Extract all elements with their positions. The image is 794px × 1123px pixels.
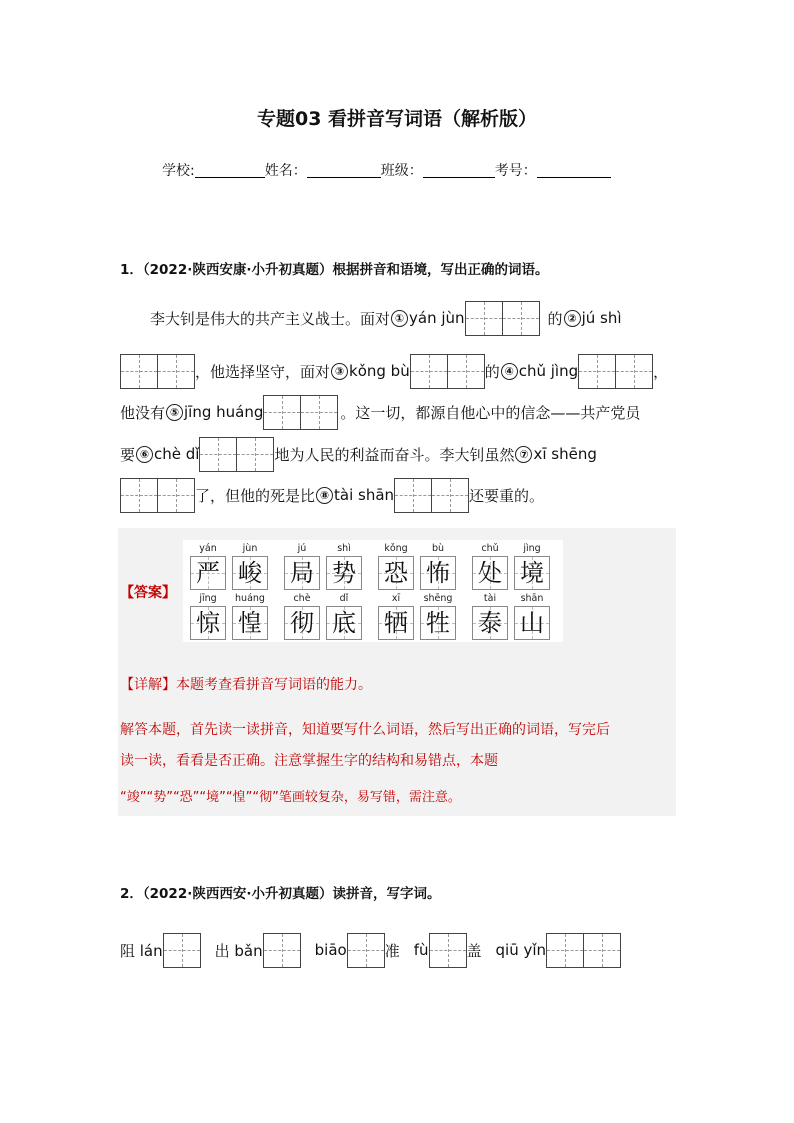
- school-label: 学校:: [162, 163, 195, 179]
- answer-character-box: [190, 556, 226, 590]
- answer-char-cell: [511, 542, 553, 590]
- q2-pinyin: 出 bǎn: [214, 941, 263, 960]
- write-box[interactable]: [300, 395, 338, 430]
- q1-text: 地为人民的利益而奋斗。李大钊虽然: [274, 445, 515, 464]
- question-2-header: 2．（2022·陕西西安·小升初真题）读拼音，写字词。: [120, 886, 441, 902]
- circled-number: ②: [564, 310, 581, 327]
- answer-pinyin: huáng: [235, 593, 265, 604]
- write-box[interactable]: [120, 478, 158, 513]
- answer-character: 惶: [238, 609, 262, 637]
- answer-char-cell: [417, 542, 459, 590]
- answer-pinyin: xī: [391, 593, 401, 604]
- write-box[interactable]: [431, 478, 469, 513]
- name-label: 姓名：: [264, 163, 307, 179]
- write-box[interactable]: [465, 301, 503, 336]
- write-box[interactable]: [263, 395, 301, 430]
- answer-char-cell: [417, 592, 459, 640]
- circled-number: ⑥: [136, 446, 153, 463]
- answer-label: 【答案】: [120, 585, 176, 601]
- answer-character-box: [378, 606, 414, 640]
- answer-character: 惊: [196, 609, 220, 637]
- answer-char-cell: [375, 592, 417, 640]
- q1-line-2: [120, 352, 668, 390]
- answer-character-box: [472, 556, 508, 590]
- name-blank[interactable]: [307, 161, 381, 178]
- answer-pinyin: tài: [483, 593, 497, 604]
- answer-character-box: [284, 556, 320, 590]
- answer-pinyin: dǐ: [339, 593, 349, 604]
- circled-number: ①: [391, 310, 408, 327]
- answer-pinyin: yán: [199, 543, 217, 554]
- answer-character-box: [232, 556, 268, 590]
- answer-character-box: [378, 556, 414, 590]
- answer-character-box: [514, 556, 550, 590]
- write-box[interactable]: [583, 933, 621, 968]
- class-label: 班级：: [380, 163, 423, 179]
- answer-grid: [183, 540, 563, 642]
- answer-char-cell: [469, 542, 511, 590]
- q1-text: 的: [484, 362, 500, 381]
- answer-pinyin: jú: [297, 543, 307, 554]
- write-box[interactable]: [578, 354, 616, 389]
- write-box[interactable]: [199, 437, 237, 472]
- number-label: 考号：: [494, 163, 537, 179]
- write-box[interactable]: [347, 933, 385, 968]
- answer-char-cell: [323, 592, 365, 640]
- pinyin: chǔ jìng: [518, 362, 579, 380]
- answer-character: 处: [478, 559, 502, 587]
- answer-character: 牺: [384, 609, 408, 637]
- answer-character-box: [284, 606, 320, 640]
- answer-character: 泰: [478, 609, 502, 637]
- answer-char-cell: [469, 592, 511, 640]
- write-box[interactable]: [120, 354, 158, 389]
- answer-char-cell: [281, 592, 323, 640]
- q2-pinyin: qiū yǐn: [495, 941, 547, 959]
- answer-character: 怖: [426, 559, 450, 587]
- school-blank[interactable]: [195, 161, 265, 178]
- write-box[interactable]: [163, 933, 201, 968]
- answer-character: 牲: [426, 609, 450, 637]
- explanation-line-1: 解答本题，首先读一读拼音，知道要写什么词语，然后写出正确的词语，写完后: [120, 722, 610, 738]
- answer-pinyin: shēng: [423, 593, 453, 604]
- pinyin: xī shēng: [533, 445, 597, 463]
- answer-pinyin: kǒng: [384, 543, 408, 554]
- circled-number: ⑦: [515, 446, 532, 463]
- write-box[interactable]: [546, 933, 584, 968]
- explanation-line-3: “竣”“势”“恐”“境”“惶”“彻”笔画较复杂，易写错，需注意。: [120, 790, 461, 805]
- q1-text: 了，但他的死是比: [195, 486, 316, 505]
- answer-character-box: [326, 556, 362, 590]
- q1-text: 的: [547, 309, 563, 328]
- answer-character: 势: [332, 559, 356, 587]
- word-gap: [459, 592, 469, 640]
- explanation-line-2: 读一读，看看是否正确。注意掌握生字的结构和易错点，本题: [120, 753, 498, 769]
- q1-text: 还要重的。: [469, 486, 545, 505]
- q2-pinyin: fù: [413, 941, 429, 959]
- detail-text: 【详解】本题考查看拼音写词语的能力。: [120, 677, 372, 693]
- answer-char-cell: [229, 592, 271, 640]
- q1-line-5: [120, 476, 544, 514]
- write-box[interactable]: [157, 478, 195, 513]
- write-box[interactable]: [410, 354, 448, 389]
- write-box[interactable]: [615, 354, 653, 389]
- q1-line-1: [150, 299, 622, 337]
- student-info-line: [162, 160, 611, 180]
- answer-character-box: [514, 606, 550, 640]
- q1-text: 他没有: [120, 403, 166, 422]
- answer-pinyin: shān: [520, 593, 544, 604]
- answer-pinyin: jīng: [199, 593, 217, 604]
- answer-pinyin: shì: [337, 543, 351, 554]
- pinyin: kǒng bù: [349, 362, 410, 380]
- answer-character-box: [420, 606, 456, 640]
- write-box[interactable]: [157, 354, 195, 389]
- q2-pinyin: 阻 lán: [120, 941, 163, 960]
- write-box[interactable]: [263, 933, 301, 968]
- answer-character-box: [232, 606, 268, 640]
- answer-character: 局: [290, 559, 314, 587]
- answer-character-box: [190, 606, 226, 640]
- question-1-header: 1．（2022·陕西安康·小升初真题）根据拼音和语境，写出正确的词语。: [120, 262, 549, 278]
- answer-character-box: [420, 556, 456, 590]
- answer-character-box: [472, 606, 508, 640]
- q1-line-4: [120, 435, 597, 473]
- answer-character: 恐: [384, 559, 408, 587]
- q2-text: 准: [384, 941, 400, 960]
- answer-char-cell: [281, 542, 323, 590]
- q1-text: 李大钊是伟大的共产主义战士。面对: [150, 309, 391, 328]
- number-blank[interactable]: [537, 161, 611, 178]
- pinyin: jīng huáng: [184, 403, 264, 421]
- answer-character: 彻: [290, 609, 314, 637]
- answer-pinyin: jùn: [242, 543, 258, 554]
- answer-character: 境: [520, 559, 544, 587]
- word-gap: [365, 592, 375, 640]
- answer-character: 底: [332, 609, 356, 637]
- answer-pinyin: bù: [431, 543, 445, 554]
- q1-text: 要: [120, 445, 136, 464]
- q1-text: 。这一切，都源自他心中的信念——共产党员: [340, 403, 641, 422]
- write-box[interactable]: [502, 301, 540, 336]
- answer-pinyin: chè: [293, 593, 311, 604]
- circled-number: ④: [501, 363, 518, 380]
- word-gap: [271, 542, 281, 590]
- pinyin: yán jùn: [409, 309, 465, 327]
- answer-char-cell: [187, 542, 229, 590]
- answer-pinyin: chǔ: [481, 543, 499, 554]
- answer-character: 山: [520, 609, 544, 637]
- q2-pinyin: biāo: [314, 941, 347, 959]
- write-box[interactable]: [429, 933, 467, 968]
- circled-number: ⑤: [166, 404, 183, 421]
- answer-char-cell: [323, 542, 365, 590]
- pinyin: tài shān: [334, 486, 395, 504]
- circled-number: ③: [331, 363, 348, 380]
- write-box[interactable]: [394, 478, 432, 513]
- answer-char-cell: [375, 542, 417, 590]
- answer-character: 峻: [238, 559, 262, 587]
- write-box[interactable]: [447, 354, 485, 389]
- q1-text: ，他选择坚守，面对: [195, 362, 331, 381]
- q2-text: 盖: [466, 941, 482, 960]
- answer-character-box: [326, 606, 362, 640]
- q1-line-3: [120, 393, 640, 431]
- pinyin: jú shì: [581, 309, 622, 327]
- q2-items: [120, 931, 621, 969]
- word-gap: [459, 542, 469, 590]
- answer-character: 严: [196, 559, 220, 587]
- circled-number: ⑧: [316, 487, 333, 504]
- answer-char-cell: [187, 592, 229, 640]
- write-box[interactable]: [236, 437, 274, 472]
- answer-char-cell: [229, 542, 271, 590]
- q1-text: ，: [653, 362, 669, 381]
- answer-char-cell: [511, 592, 553, 640]
- word-gap: [365, 542, 375, 590]
- page-title: 专题03 看拼音写词语（解析版）: [256, 108, 538, 130]
- pinyin: chè dǐ: [154, 445, 200, 463]
- answer-pinyin: jìng: [523, 543, 541, 554]
- word-gap: [271, 592, 281, 640]
- class-blank[interactable]: [423, 161, 495, 178]
